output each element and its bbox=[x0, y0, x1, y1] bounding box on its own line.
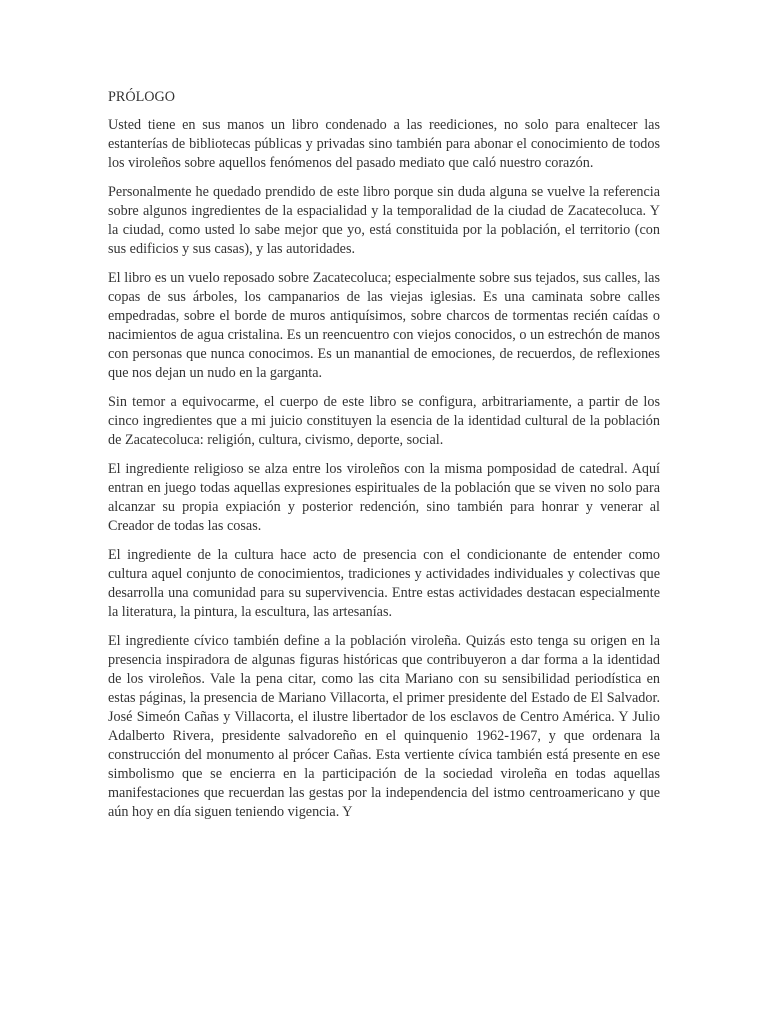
paragraph-5: El ingrediente religioso se alza entre los viroleños con la misma pomposidad de catedral. Aquí entran en juego todas aquellas expresiones espirituales de la población que se viven no solo para alcanzar su propia expiación y posterior redención, sino también para honrar y venerar al Creador de todas las cosas. bbox=[108, 461, 660, 534]
paragraph-1: Usted tiene en sus manos un libro condenado a las reediciones, no solo para enaltecer las estanterías de bibliotecas públicas y privadas sino también para abonar el conocimiento de todos los viroleños sobre aquellos fenómenos del pasado mediato que caló nuestro corazón. bbox=[108, 117, 660, 171]
document-title: PRÓLOGO bbox=[108, 89, 176, 105]
paragraph-4: Sin temor a equivocarme, el cuerpo de este libro se configura, arbitrariamente, a partir de los cinco ingredientes que a mi juicio constituyen la esencia de la identidad cultural de la población de Zacatecoluca: religión, cultura, civismo, deporte, social. bbox=[108, 394, 660, 448]
paragraph-2: Personalmente he quedado prendido de este libro porque sin duda alguna se vuelve la referencia sobre algunos ingredientes de la espacialidad y la temporalidad de la ciudad de Zacatecoluca. Y la ciudad, como usted lo sabe mejor que yo, está constituida por la población, el territorio (con sus edificios y sus casas), y las autoridades. bbox=[108, 184, 660, 257]
document-page bbox=[108, 88, 660, 832]
paragraph-3: El libro es un vuelo reposado sobre Zacatecoluca; especialmente sobre sus tejados, sus calles, las copas de sus árboles, los campanarios de las viejas iglesias. Es una caminata sobre calles empedradas, sobre el borde de muros antiquísimos, sobre charcos de tormentas recién caídas o nacimientos de agua cristalina. Es un reencuentro con viejos conocidos, o un estrechón de manos con personas que nunca conocimos. Es un manantial de emociones, de recuerdos, de reflexiones que nos dejan un nudo en la garganta. bbox=[108, 270, 660, 381]
paragraph-6: El ingrediente de la cultura hace acto de presencia con el condicionante de entender como cultura aquel conjunto de conocimientos, tradiciones y actividades individuales y colectivas que desarrolla una comunidad para su supervivencia. Entre estas actividades destacan especialmente la literatura, la pintura, la escultura, las artesanías. bbox=[108, 547, 660, 620]
paragraph-7: El ingrediente cívico también define a la población viroleña. Quizás esto tenga su origen en la presencia inspiradora de algunas figuras históricas que contribuyeron a dar forma a la identidad de los viroleños. Vale la pena citar, como las cita Mariano con su sensibilidad periodística en estas páginas, la presencia de Mariano Villacorta, el primer presidente del Estado de El Salvador. José Simeón Cañas y Villacorta, el ilustre libertador de los esclavos de Centro América. Y Julio Adalberto Rivera, presidente salvadoreño en el quinquenio 1962-1967, y que ordenara la construcción del monumento al prócer Cañas. Esta vertiente cívica también está presente en ese simbolismo que se encierra en la participación de la sociedad viroleña en todas aquellas manifestaciones que recuerdan las gestas por la independencia del istmo centroamericano y que aún hoy en día siguen teniendo vigencia. Y bbox=[108, 633, 660, 820]
